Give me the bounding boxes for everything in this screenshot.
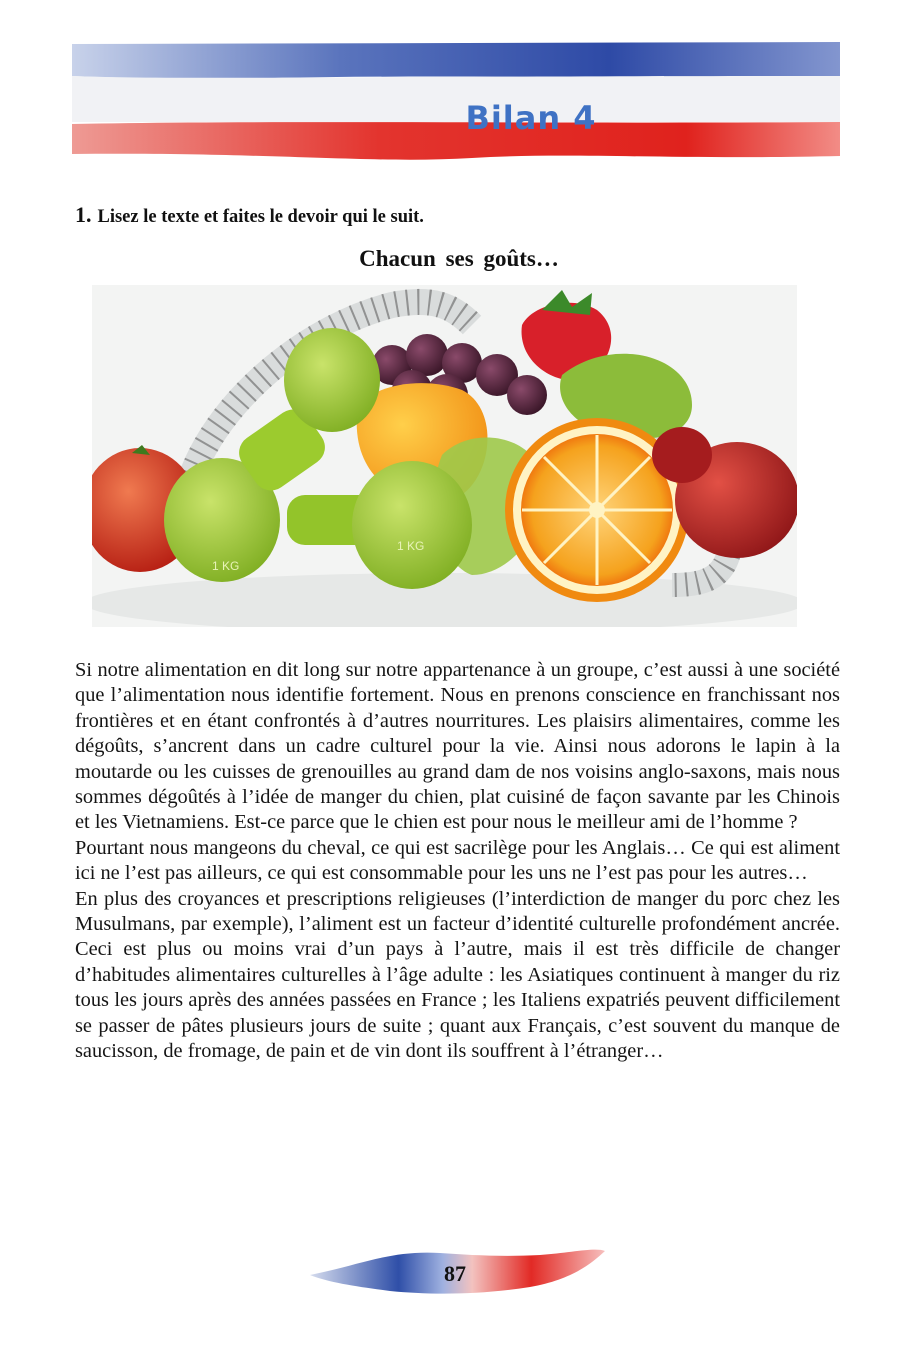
exercise-text: Lisez le texte et faites le devoir qui le suit. (97, 207, 424, 227)
page-footer (300, 1235, 610, 1305)
text-title: Chacun ses goûts… (359, 246, 559, 271)
svg-text:1 KG: 1 KG (212, 559, 240, 573)
exercise-number: 1. (75, 202, 92, 227)
page-number: 87 (444, 1261, 466, 1286)
page-title: Bilan 4 (465, 99, 597, 137)
food-illustration (92, 285, 797, 627)
exercise-instruction (75, 202, 845, 228)
paragraph-1: Si notre alimentation en dit long sur notre appartenance à un groupe, c’est aussi à une société que l’alimentation nous identifie fortement. Nous en prenons conscience en franchissant nos frontières et en étant confrontés à d’autres nourritures. Les plaisirs alimentaires, comme les dégoûts, s’ancrent dans un cadre culturel pour la vie. Ainsi nous adorons le lapin à la moutarde ou les cuisses de grenouilles au grand dam de nos voisins anglo-saxons, mais nous sommes dégoûtés à l’idée de manger du chien, plat cuisiné de façon savante par les Chinois et les Vietnamiens. Est-ce parce que le chien est pour nous le meilleur ami de l’homme ? (75, 659, 840, 834)
food-photo (92, 285, 797, 627)
paragraph-3: En plus des croyances et prescriptions religieuses (l’interdiction de manger du porc chez les Musulmans, par exemple), l’aliment est un facteur d’identité culturelle profondément ancrée. Ceci est plus ou moins vrai d’un pays à l’autre, mais il est très difficile de changer d’habitudes alimentaires culturelles à l’âge adulte : les Asiatiques continuent à manger du riz tous les jours après des années passées en France ; les Italiens expatriés peuvent difficilement se passer de pâtes plusieurs jours de suite ; quant aux Français, c’est souvent du manque de saucisson, de fromage, de pain et de vin dont ils souffrent à l’étranger… (75, 887, 840, 1063)
reading-text (75, 658, 840, 1065)
header-banner (72, 40, 840, 164)
svg-text:1 KG: 1 KG (397, 539, 425, 553)
paragraph-2: Pourtant nous mangeons du cheval, ce qui est sacrilège pour les Anglais… Ce qui est aliment ici ne l’est pas ailleurs, ce qui est consommable pour les uns ne l’est pas pour les autres… (75, 836, 840, 885)
